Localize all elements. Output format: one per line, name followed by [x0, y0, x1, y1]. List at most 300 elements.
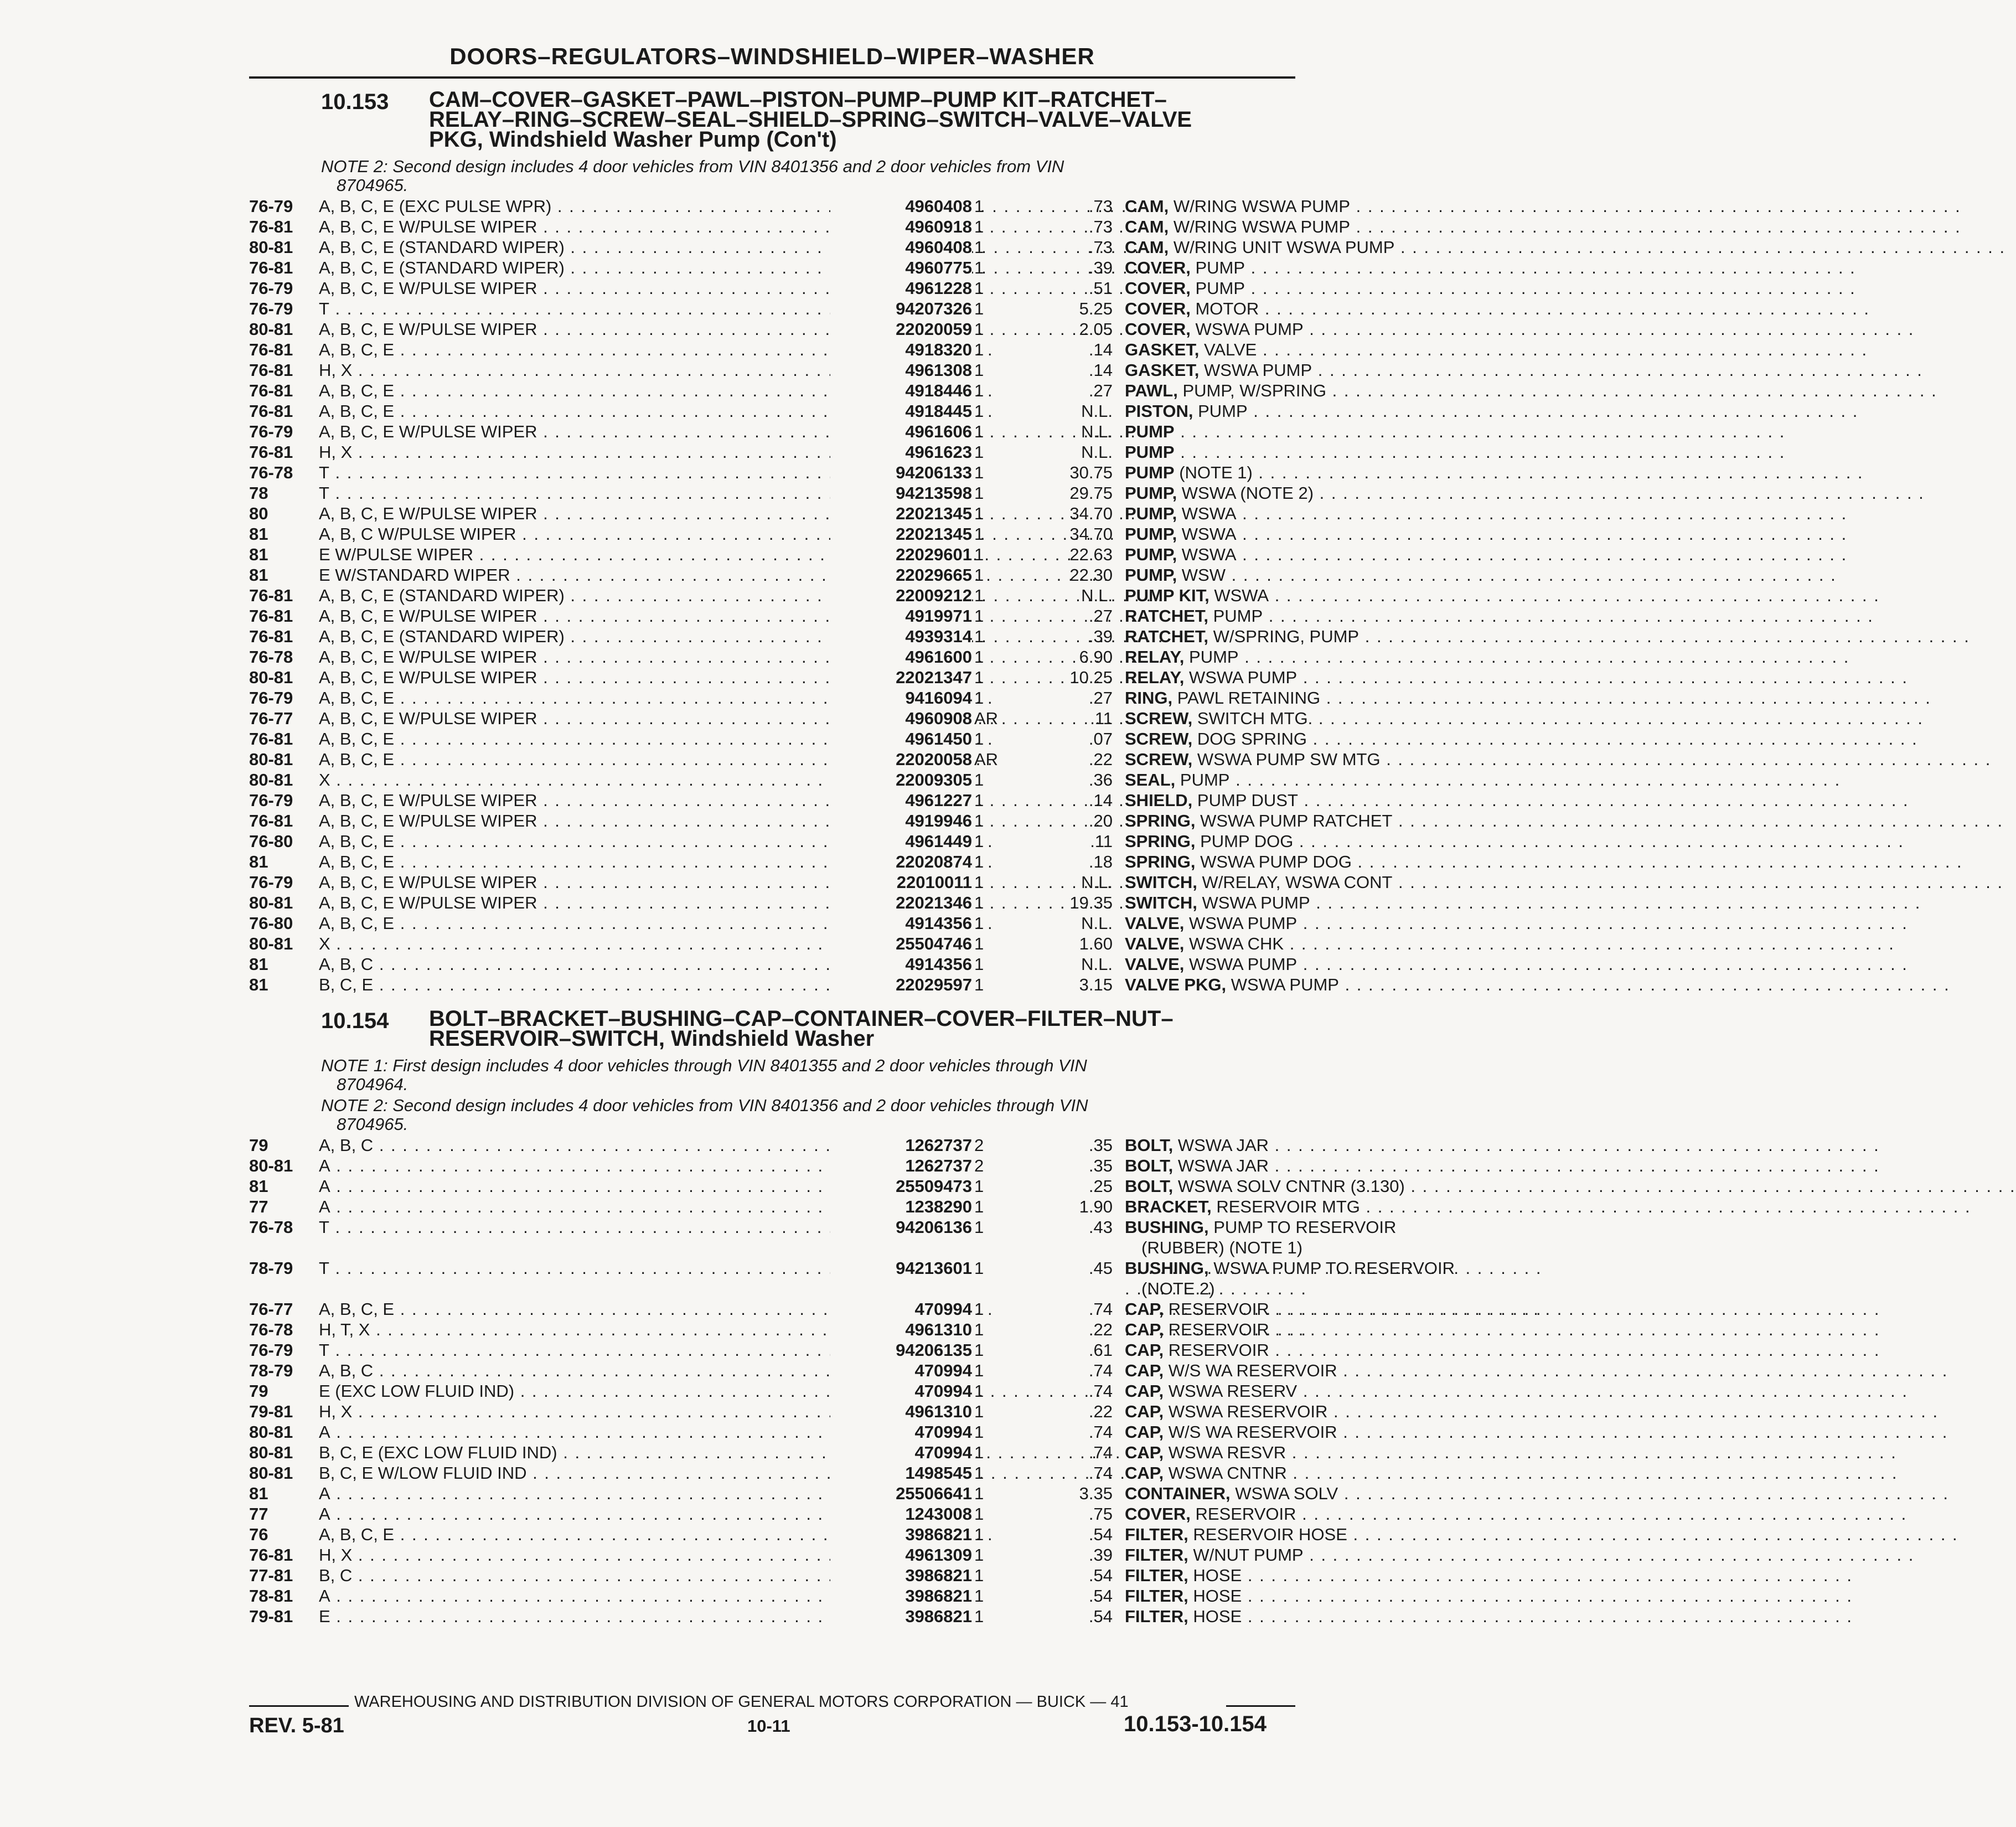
price: N.L.: [1081, 873, 1113, 892]
part-number: 3986821: [830, 1524, 972, 1545]
part-name: VALVE,: [1125, 934, 1185, 953]
part-description: [1125, 462, 1544, 483]
quantity: 1: [974, 217, 984, 236]
part-name: CAP,: [1125, 1381, 1164, 1401]
table-row: [249, 585, 1295, 606]
table-row: [249, 749, 1381, 770]
table-row: [249, 1463, 1295, 1483]
part-name: SPRING,: [1125, 811, 1196, 830]
table-row: [249, 483, 1314, 503]
part-detail: WSWA PUMP: [1184, 954, 1298, 974]
part-description: [1125, 667, 1544, 688]
price: .22: [1088, 1320, 1113, 1339]
part-name: SCREW,: [1125, 729, 1193, 749]
quantity: 1: [974, 975, 984, 994]
part-number: 22021347: [830, 667, 972, 688]
model-years: 80-81: [249, 893, 293, 912]
table-row: [249, 1340, 1295, 1360]
application: T . . .: [319, 1217, 834, 1237]
part-detail: RESERVOIR HOSE: [1188, 1525, 1347, 1544]
application: A, B, C, E W/PULSE WIPER . . .: [319, 606, 834, 626]
model-years: 76-79: [249, 278, 293, 298]
part-detail: PUMP DOG: [1195, 832, 1294, 851]
price: .27: [1088, 688, 1113, 708]
quantity: 1: [974, 627, 984, 646]
section-heading: [249, 1009, 1295, 1049]
part-description: [1125, 1565, 1544, 1586]
quantity: 1: [974, 1504, 984, 1524]
price: .61: [1088, 1340, 1113, 1360]
quantity: 1: [974, 299, 984, 318]
application: A . . .: [319, 1504, 834, 1524]
part-detail: DOG SPRING: [1192, 729, 1307, 749]
application: A, B, C . . .: [319, 1360, 834, 1381]
quantity: AR: [974, 750, 999, 769]
part-number: 94213601: [830, 1258, 972, 1278]
part-description: [1125, 1422, 1544, 1442]
part-description: [1125, 380, 1544, 401]
price: 5.25: [1079, 299, 1113, 318]
table-row: [249, 1258, 1455, 1299]
part-description: [1125, 442, 1544, 462]
quantity: 1: [974, 504, 984, 523]
application: A, B, C, E . . .: [319, 380, 834, 401]
table-row: [249, 729, 1307, 749]
application: B, C . . .: [319, 1565, 834, 1586]
part-detail: PUMP: [1208, 606, 1263, 626]
quantity: 1: [974, 832, 984, 851]
part-detail: WSWA RESERVOIR: [1164, 1402, 1328, 1421]
part-description: [1125, 401, 1544, 421]
part-name: RELAY,: [1125, 647, 1185, 667]
section-heading: [249, 87, 1295, 152]
part-detail: WSWA JAR: [1173, 1156, 1269, 1175]
price: 34.70: [1069, 524, 1113, 544]
part-detail: W/NUT PUMP: [1188, 1545, 1304, 1565]
footer-rule-left: [249, 1705, 349, 1707]
price: .74: [1088, 1443, 1113, 1462]
part-name: CAP,: [1125, 1422, 1164, 1442]
table-row: [249, 1360, 1337, 1381]
section-title-line: CAM–COVER–GASKET–PAWL–PISTON–PUMP–PUMP KIT–RATCHET–: [429, 87, 1167, 112]
part-number: 22021345: [830, 524, 972, 544]
quantity: 1: [974, 873, 984, 892]
table-row: [249, 974, 1339, 995]
quantity: 1: [974, 954, 984, 974]
footer-division: WAREHOUSING AND DISTRIBUTION DIVISION OF GENERAL MOTORS CORPORATION — BUICK — 41: [354, 1693, 1129, 1711]
part-detail: WSWA CHK: [1184, 934, 1284, 953]
price: .14: [1088, 791, 1113, 810]
part-description: [1125, 1524, 1544, 1545]
part-detail: W/SPRING, PUMP: [1208, 627, 1359, 646]
part-detail: PUMP, W/SPRING: [1177, 381, 1327, 400]
application: A . . .: [319, 1586, 834, 1606]
price: 22.63: [1069, 545, 1113, 564]
table-row: [249, 1565, 1295, 1586]
application: A, B, C, E . . .: [319, 339, 834, 360]
part-number: 4961600: [830, 647, 972, 667]
application: A, B, C, E (EXC PULSE WPR) . . .: [319, 196, 834, 216]
part-name: BUSHING,: [1125, 1217, 1209, 1237]
section-10-153: [249, 87, 1395, 995]
application: A, B, C, E (STANDARD WIPER) . . .: [319, 626, 834, 647]
table-row: [249, 770, 1295, 790]
part-name: CAM,: [1125, 238, 1169, 257]
section-title-line: BOLT–BRACKET–BUSHING–CAP–CONTAINER–COVER–FILTER–NUT–: [429, 1007, 1174, 1031]
application: A . . .: [319, 1176, 834, 1196]
model-years: 76-77: [249, 1299, 293, 1319]
application: B, C, E (EXC LOW FLUID IND) . . .: [319, 1442, 834, 1463]
part-number: 4914356: [830, 954, 972, 974]
header-rule: [249, 76, 1295, 79]
part-name: PISTON,: [1125, 401, 1193, 421]
part-name: SCREW,: [1125, 709, 1193, 728]
part-detail: PUMP: [1190, 258, 1245, 277]
table-row: [249, 933, 1295, 954]
part-name: PUMP,: [1125, 524, 1177, 544]
table-row: [249, 913, 1298, 933]
section-note: [321, 1096, 1295, 1134]
application: A, B, C, E . . .: [319, 688, 834, 708]
quantity: 1: [974, 1176, 984, 1196]
model-years: 78-79: [249, 1361, 293, 1380]
section-title: [429, 87, 1295, 152]
price: 10.25: [1069, 668, 1113, 687]
part-name: SEAL,: [1125, 770, 1176, 789]
part-name: FILTER,: [1125, 1545, 1188, 1565]
quantity: 1: [974, 545, 984, 564]
parts-table: [249, 1135, 1455, 1627]
part-description: [1125, 626, 1544, 647]
table-row: [249, 1401, 1328, 1422]
price: 29.75: [1069, 483, 1113, 503]
table-row: [249, 339, 1295, 360]
application: X . . .: [319, 770, 834, 790]
part-description: [1125, 1155, 1544, 1176]
model-years: 76: [249, 1525, 268, 1544]
model-years: 76-79: [249, 197, 293, 216]
table-row: [249, 1606, 1295, 1627]
application: A . . .: [319, 1196, 834, 1217]
part-number: 3986821: [830, 1565, 972, 1586]
quantity: 1: [974, 770, 984, 789]
quantity: 1: [974, 258, 984, 277]
part-description: [1125, 196, 1544, 216]
price: .74: [1088, 1463, 1113, 1483]
table-row: [249, 811, 1393, 831]
table-row: [249, 319, 1304, 339]
price: .73: [1088, 197, 1113, 216]
application: A, B, C, E W/PULSE WIPER . . .: [319, 503, 834, 524]
price: 1.90: [1079, 1197, 1113, 1216]
part-detail: WSWA: [1177, 545, 1237, 564]
table-row: [249, 851, 1352, 872]
part-number: 25506641: [830, 1483, 972, 1504]
application: A . . .: [319, 1483, 834, 1504]
application: A, B, C, E W/PULSE WIPER . . .: [319, 708, 834, 729]
price: .27: [1088, 606, 1113, 626]
part-description: [1125, 237, 1544, 257]
model-years: 76-81: [249, 729, 293, 749]
part-name: CAM,: [1125, 217, 1169, 236]
model-years: 76-81: [249, 217, 293, 236]
application: A, B, C, E . . .: [319, 851, 834, 872]
model-years: 76-78: [249, 463, 293, 482]
part-description: [1125, 565, 1544, 585]
price: .54: [1088, 1607, 1113, 1626]
model-years: 80: [249, 504, 268, 523]
model-years: 80-81: [249, 319, 293, 339]
quantity: 1: [974, 565, 984, 585]
note-line: NOTE 2: Second design includes 4 door vehicles from VIN 8401356 and 2 door vehicles from VIN: [321, 157, 1064, 176]
part-name: PUMP,: [1125, 565, 1177, 585]
part-detail: WSWA PUMP DOG: [1195, 852, 1352, 871]
part-number: 94206135: [830, 1340, 972, 1360]
part-name: CAP,: [1125, 1340, 1164, 1360]
model-years: 78: [249, 483, 268, 503]
part-description: [1125, 933, 1544, 954]
footer-rule-right: [1226, 1705, 1295, 1707]
parts-table: [249, 196, 1395, 995]
part-detail: WSWA PUMP SW MTG: [1192, 750, 1381, 769]
model-years: 76-78: [249, 647, 293, 667]
price: .74: [1088, 1361, 1113, 1380]
application: A, B, C, E W/PULSE WIPER . . .: [319, 278, 834, 298]
price: .74: [1088, 1381, 1113, 1401]
model-years: 80-81: [249, 668, 293, 687]
application: X . . .: [319, 933, 834, 954]
quantity: 1: [974, 381, 984, 400]
part-name: SHIELD,: [1125, 791, 1193, 810]
application: A, B, C, E W/PULSE WIPER . . .: [319, 319, 834, 339]
table-row: [249, 1135, 1295, 1155]
part-name: PUMP: [1125, 442, 1175, 462]
section-note: [321, 1056, 1295, 1094]
application: A, B, C, E W/PULSE WIPER . . .: [319, 811, 834, 831]
part-name: GASKET,: [1125, 340, 1200, 359]
model-years: 79: [249, 1381, 268, 1401]
part-number: 4961227: [830, 790, 972, 811]
model-years: 80-81: [249, 1422, 293, 1442]
model-years: 76-81: [249, 586, 293, 605]
quantity: 1: [974, 442, 984, 462]
section-title-line: RELAY–RING–SCREW–SEAL–SHIELD–SPRING–SWITCH–VALVE–VALVE: [429, 107, 1192, 132]
table-row: [249, 647, 1295, 667]
part-number: 4919971: [830, 606, 972, 626]
price: .11: [1090, 709, 1113, 728]
price: .39: [1088, 1545, 1113, 1565]
model-years: 80-81: [249, 1443, 293, 1462]
quantity: 1: [974, 278, 984, 298]
quantity: 1: [974, 483, 984, 503]
part-name: FILTER,: [1125, 1566, 1188, 1585]
quantity: 1: [974, 893, 984, 912]
table-row: [249, 667, 1298, 688]
section-title-line: RESERVOIR–SWITCH, Windshield Washer: [429, 1026, 875, 1051]
table-row: [249, 892, 1310, 913]
price: N.L.: [1081, 954, 1113, 974]
table-row: [249, 380, 1327, 401]
part-detail-continued: (RUBBER) (NOTE 1): [1141, 1238, 1303, 1257]
part-number: 1262737: [830, 1155, 972, 1176]
application: A, B, C, E W/PULSE WIPER . . .: [319, 216, 834, 237]
part-number: 4939314: [830, 626, 972, 647]
part-detail: RESERVOIR: [1164, 1320, 1269, 1339]
part-description: [1125, 257, 1544, 278]
application: H, X . . .: [319, 442, 834, 462]
part-name: CAP,: [1125, 1402, 1164, 1421]
quantity: 1: [974, 524, 984, 544]
quantity: 1: [974, 422, 984, 441]
application: A, B, C, E . . .: [319, 749, 834, 770]
table-row: [249, 790, 1298, 811]
part-name: PUMP,: [1125, 545, 1177, 564]
application: E W/PULSE WIPER . . .: [319, 544, 834, 565]
part-detail: RESERVOIR: [1190, 1504, 1296, 1524]
price: 3.15: [1079, 975, 1113, 994]
table-row: [249, 1545, 1304, 1565]
part-description: [1125, 1340, 1544, 1360]
part-description: [1125, 1319, 1544, 1340]
table-row: [249, 503, 1295, 524]
application: A, B, C, E (STANDARD WIPER) . . .: [319, 257, 834, 278]
table-row: [249, 626, 1359, 647]
part-description: [1125, 954, 1544, 974]
model-years: 81: [249, 565, 268, 585]
table-row: [249, 1524, 1347, 1545]
part-detail: PUMP TO RESERVOIR: [1208, 1217, 1397, 1237]
model-years: 76-81: [249, 340, 293, 359]
application: E W/STANDARD WIPER . . .: [319, 565, 834, 585]
table-row: [249, 1483, 1338, 1504]
model-years: 76-81: [249, 811, 293, 830]
part-description: [1125, 298, 1544, 319]
model-years: 76-81: [249, 627, 293, 646]
part-number: 4961449: [830, 831, 972, 851]
table-row: [249, 1217, 1397, 1258]
price: .73: [1088, 238, 1113, 257]
model-years: 76-78: [249, 1320, 293, 1339]
model-years: 76-79: [249, 791, 293, 810]
application: H, T, X . . .: [319, 1319, 834, 1340]
table-row: [249, 421, 1295, 442]
price: .75: [1088, 1504, 1113, 1524]
application: T . . .: [319, 298, 834, 319]
model-years: 79: [249, 1136, 268, 1155]
part-description: [1125, 1606, 1544, 1627]
part-number: 22029597: [830, 974, 972, 995]
table-row: [249, 278, 1295, 298]
part-number: 94213598: [830, 483, 972, 503]
price: N.L.: [1081, 442, 1113, 462]
part-name: COVER,: [1125, 299, 1191, 318]
application: A, B, C, E . . .: [319, 831, 834, 851]
part-description: [1125, 1299, 1544, 1319]
application: A, B, C, E (STANDARD WIPER) . . .: [319, 237, 834, 257]
table-row: [249, 298, 1295, 319]
price: .54: [1088, 1586, 1113, 1606]
price: .45: [1088, 1258, 1113, 1278]
part-number: 470994: [830, 1360, 972, 1381]
part-name: CAP,: [1125, 1320, 1164, 1339]
part-name: CAM,: [1125, 197, 1169, 216]
model-years: 76-79: [249, 1340, 293, 1360]
model-years: 76-81: [249, 360, 293, 380]
part-number: 4961623: [830, 442, 972, 462]
quantity: 1: [974, 606, 984, 626]
part-name: SCREW,: [1125, 750, 1193, 769]
table-row: [249, 688, 1321, 708]
table-row: [249, 1196, 1360, 1217]
part-number: 4960408: [830, 237, 972, 257]
part-number: 1243008: [830, 1504, 972, 1524]
price: .27: [1088, 381, 1113, 400]
application: A, B, C, E . . .: [319, 729, 834, 749]
part-name: COVER,: [1125, 278, 1191, 298]
part-number: 22021346: [830, 892, 972, 913]
part-number: 4919946: [830, 811, 972, 831]
part-detail: WSWA JAR: [1173, 1136, 1269, 1155]
quantity: 1: [974, 1586, 984, 1606]
table-row: [249, 1586, 1295, 1606]
table-row: [249, 216, 1351, 237]
part-detail: WSWA PUMP: [1199, 360, 1312, 380]
part-description: [1125, 1545, 1544, 1565]
part-description: [1125, 811, 1544, 831]
application: A, B, C, E W/PULSE WIPER . . .: [319, 647, 834, 667]
application: A, B, C, E W/PULSE WIPER . . .: [319, 872, 834, 892]
part-number: 4914356: [830, 913, 972, 933]
table-row: [249, 462, 1295, 483]
quantity: 1: [974, 647, 984, 667]
price: .07: [1088, 729, 1113, 749]
part-detail: W/RING WSWA PUMP: [1169, 197, 1351, 216]
part-detail: WSWA PUMP: [1190, 319, 1304, 339]
table-row: [249, 257, 1295, 278]
part-detail: RESERVOIR: [1164, 1299, 1269, 1319]
part-description: [1125, 729, 1544, 749]
part-description: [1125, 688, 1544, 708]
model-years: 80-81: [249, 750, 293, 769]
price: N.L.: [1081, 422, 1113, 441]
part-number: 94206136: [830, 1217, 972, 1237]
part-detail: WSWA RESERV: [1164, 1381, 1298, 1401]
part-detail: WSWA SOLV: [1230, 1484, 1338, 1503]
quantity: 1: [974, 1299, 984, 1319]
model-years: 79-81: [249, 1607, 293, 1626]
price: 6.90: [1079, 647, 1113, 667]
part-detail: PUMP: [1175, 770, 1230, 789]
part-name: BOLT,: [1125, 1136, 1174, 1155]
price: 30.75: [1069, 463, 1113, 482]
part-detail: W/RING UNIT WSWA PUMP: [1169, 238, 1395, 257]
part-detail: PUMP: [1193, 401, 1248, 421]
part-number: 4918320: [830, 339, 972, 360]
quantity: 1: [974, 1320, 984, 1339]
price: .22: [1088, 750, 1113, 769]
part-number: 4960408: [830, 196, 972, 216]
price: N.L.: [1081, 913, 1113, 933]
part-description: [1125, 606, 1544, 626]
application: A, B, C, E (STANDARD WIPER) . . .: [319, 585, 834, 606]
quantity: 1: [974, 1361, 984, 1380]
part-description: [1125, 319, 1544, 339]
model-years: 76-79: [249, 299, 293, 318]
part-number: 94207326: [830, 298, 972, 319]
part-description: [1125, 585, 1544, 606]
quantity: 1: [974, 913, 984, 933]
part-name: COVER,: [1125, 258, 1191, 277]
